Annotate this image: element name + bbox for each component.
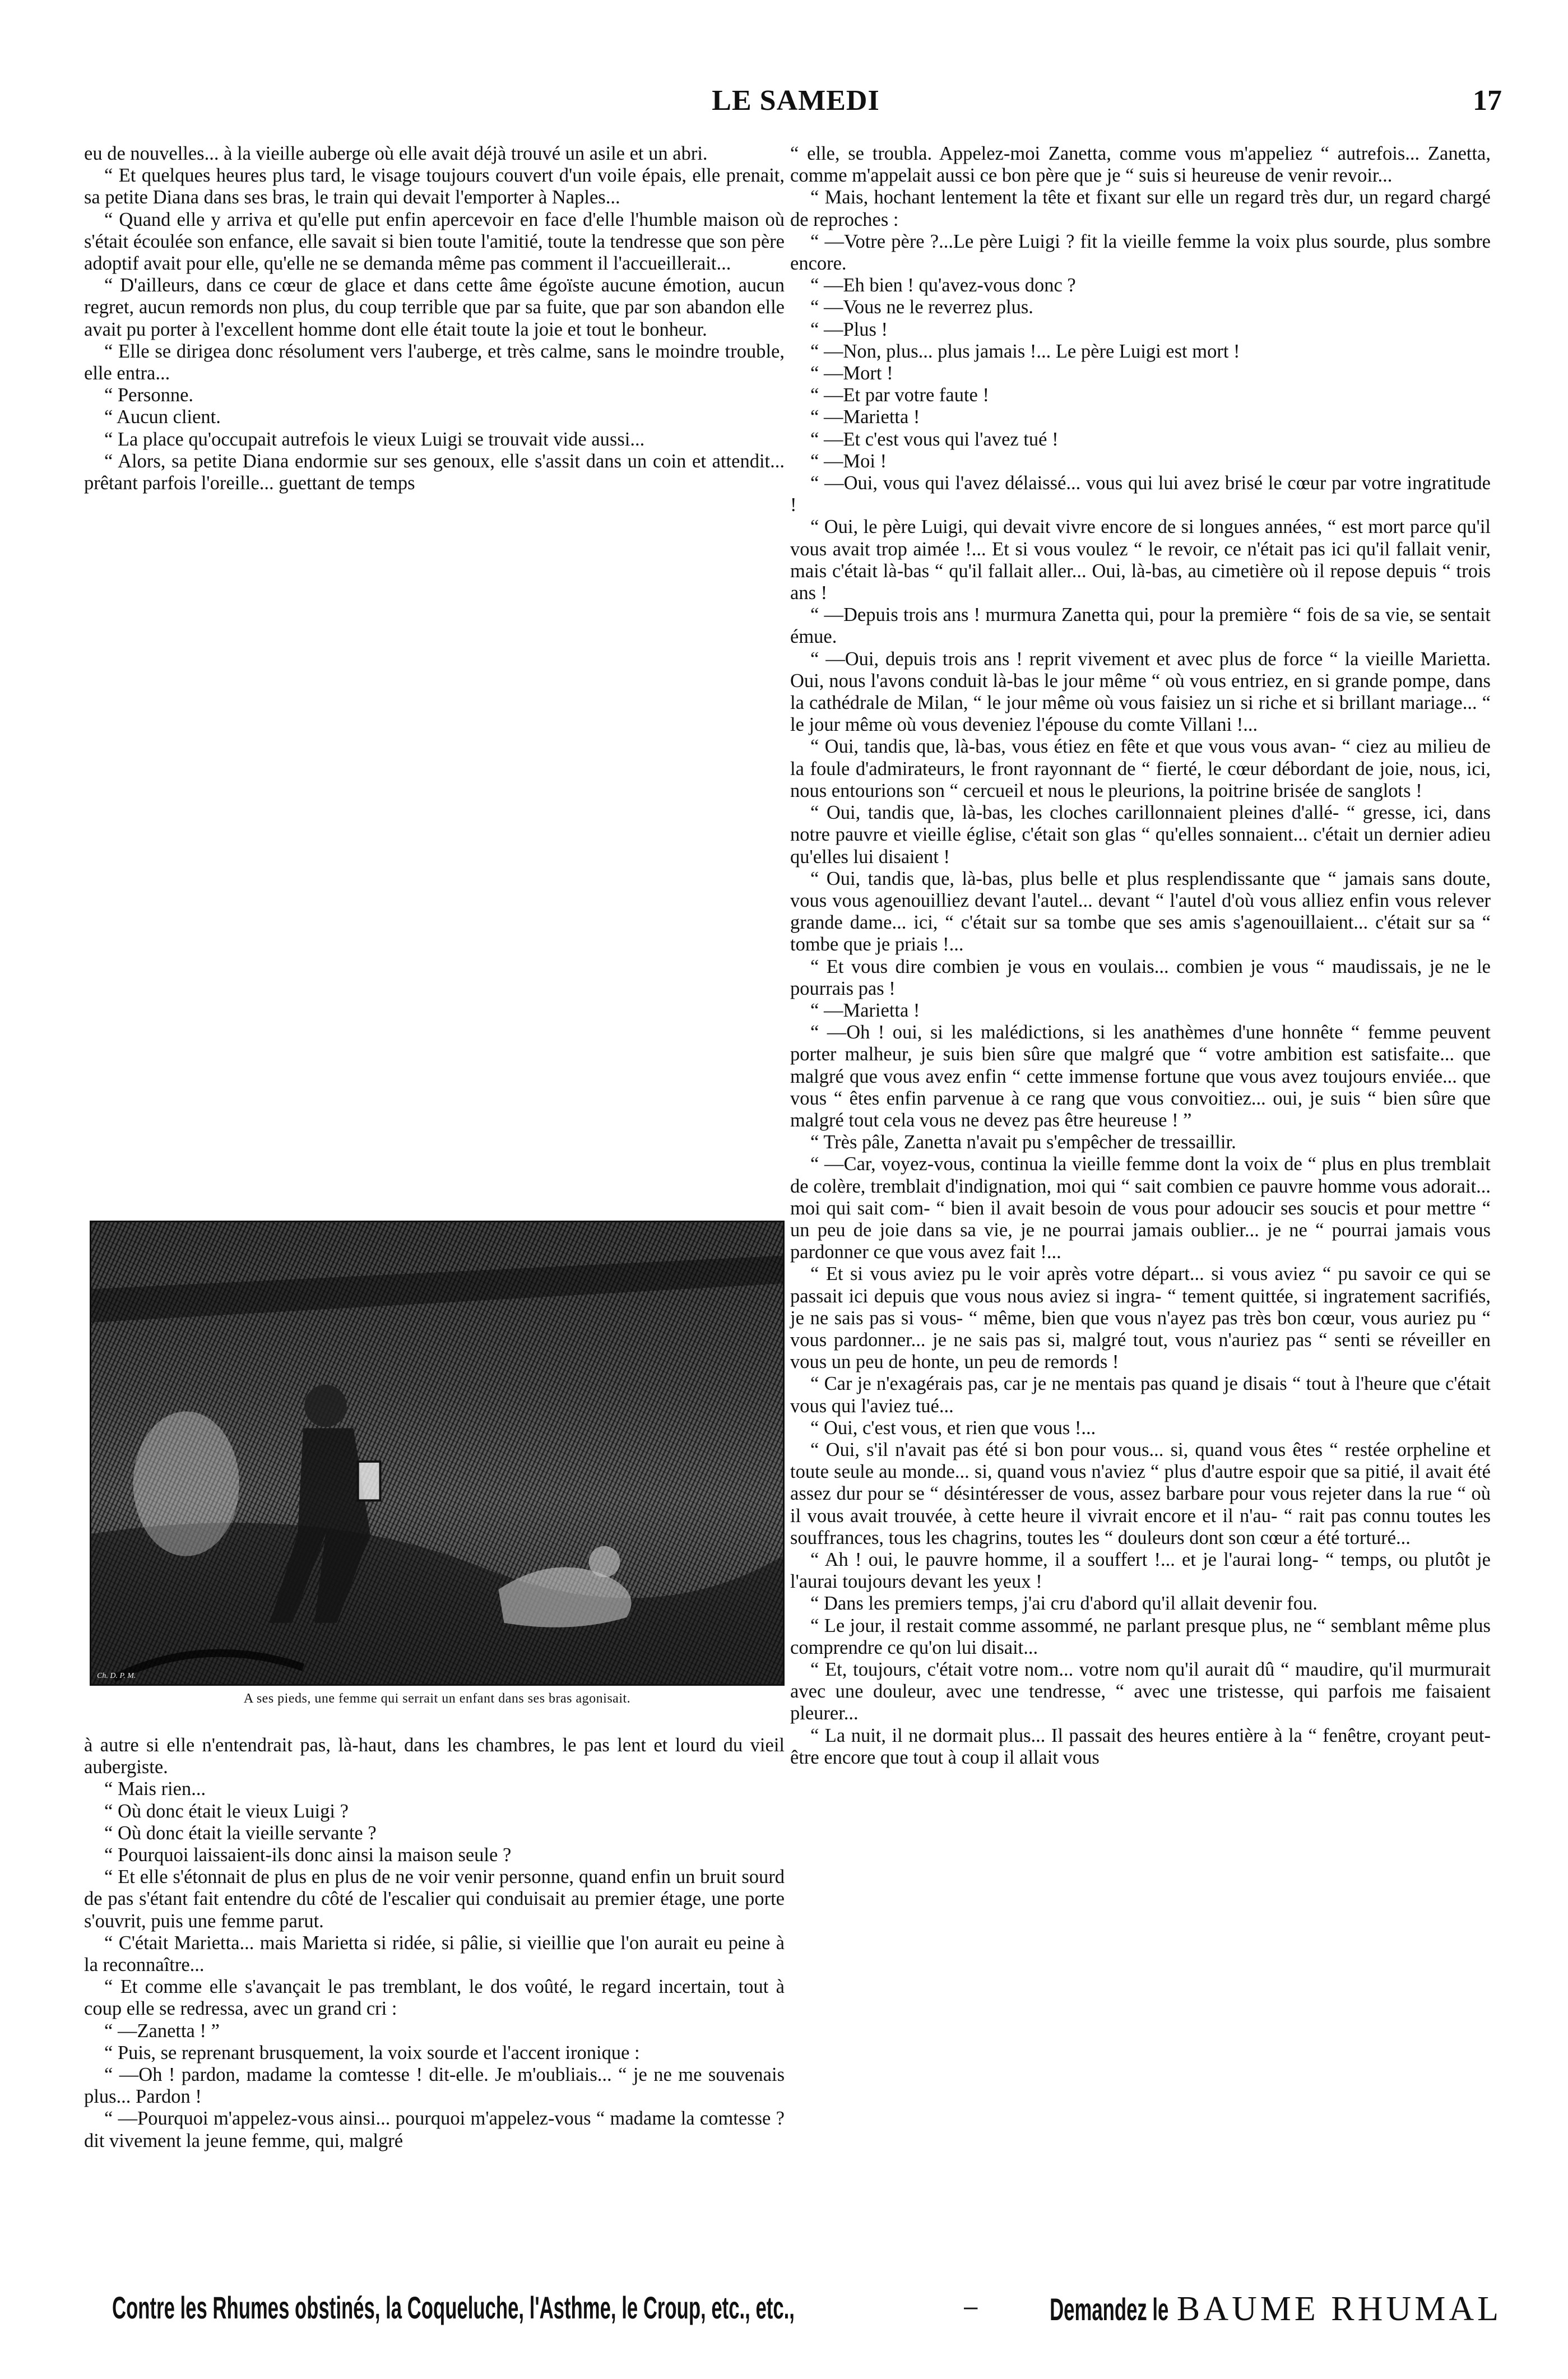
paragraph: “ Et comme elle s'avançait le pas tremblant, le dos voûté, le regard incertain, tout à coup elle se redressa, avec un grand cri : xyxy=(84,1976,785,2020)
engraver-signature: Ch. D. P. M. xyxy=(97,1672,136,1680)
paragraph: “ Et quelques heures plus tard, le visage toujours couvert d'un voile épais, elle prenait, sa petite Diana dans ses bras, le train qui devait l'emporter à Naples... xyxy=(84,165,785,208)
page-number: 17 xyxy=(1473,85,1502,117)
paragraph: “ —Depuis trois ans ! murmura Zanetta qui, pour la première “ fois de sa vie, se sentait émue. xyxy=(790,604,1491,648)
paragraph: “ —Oui, depuis trois ans ! reprit vivement et avec plus de force “ la vieille Marietta. Oui, nous l'avons conduit là-bas le jour même “ où vous entriez, en si grande pompe, dans la cathédrale de Milan, “ le jour même où vous faisiez un si riche et si brillant mariage... “ le jour même où vous deveniez l'épouse du comte Villani !... xyxy=(790,648,1491,736)
paragraph: “ Quand elle y arriva et qu'elle put enfin apercevoir en face d'elle l'humble maison où s'était écoulée son enfance, elle savait si bien toute l'amitié, toute la tendresse que son père adoptif avait pour elle, qu'elle ne se demanda même pas comment il l'accueillerait... xyxy=(84,208,785,275)
paragraph: “ Oui, c'est vous, et rien que vous !... xyxy=(810,1417,1096,1439)
ad-separator: – xyxy=(964,2293,978,2320)
illustration-caption: A ses pieds, une femme qui serrait un enfant dans ses bras agonisait. xyxy=(243,1691,631,1706)
footer-advertisement xyxy=(112,2289,1502,2334)
paragraph: “ Oui, s'il n'avait pas été si bon pour vous... si, quand vous êtes “ restée orpheline et toute seule au monde... si, quand vous n'aviez “ plus d'autre espoir que sa pitié, il avait été assez dur pour se “ désintéresser de vous, assez barbare pour vous rejeter dans la rue “ où il vous avait trouvée, à cette heure il vivrait encore et il n'au- “ rait pas connu toutes les souffrances, tous les chagrins, toutes les “ douleurs dont son cœur a été torturé... xyxy=(790,1439,1491,1548)
engraving-illustration xyxy=(90,1221,785,1686)
left-column-bottom xyxy=(84,1735,785,2152)
paragraph: “ Elle se dirigea donc résolument vers l'auberge, et très calme, sans le moindre trouble, elle entra... xyxy=(84,340,785,384)
paragraph: “ C'était Marietta... mais Marietta si ridée, si pâlie, si vieillie que l'on aurait eu peine à la reconnaître... xyxy=(84,1932,785,1976)
paragraph: “ Et, toujours, c'était votre nom... votre nom qu'il aurait dû “ maudire, qu'il murmurait avec une douleur, avec une tendresse, “ avec une tristesse, qui parfois me faisaient pleurer... xyxy=(790,1659,1491,1724)
paragraph: “ La place qu'occupait autrefois le vieux Luigi se trouvait vide aussi... xyxy=(104,428,645,450)
paragraph: “ D'ailleurs, dans ce cœur de glace et dans cette âme égoïste aucune émotion, aucun regret, aucun remords non plus, du coup terrible que par sa fuite, que par son abandon elle avait pu porter à l'excellent homme dont elle était toute la joie et tout le bonheur. xyxy=(84,275,785,340)
paragraph: “ Oui, tandis que, là-bas, vous étiez en fête et que vous vous avan- “ ciez au milieu de la foule d'admirateurs, le front rayonnant de “ fierté, le cœur débordant de joie, nous, ici, nous entourions son “ cercueil et nous le pleurions, la poitrine brisée de sanglots ! xyxy=(790,736,1491,801)
paragraph: “ —Oh ! pardon, madame la comtesse ! dit-elle. Je m'oubliais... “ je ne me souvenais plus... Pardon ! xyxy=(84,2064,785,2108)
paragraph: “ La nuit, il ne dormait plus... Il passait des heures entière à la “ fenêtre, croyant peut-être encore que tout à coup il allait vous xyxy=(790,1724,1491,1768)
paragraph: “ Et si vous aviez pu le voir après votre départ... si vous aviez “ pu savoir ce qui se passait ici depuis que vous nous aviez si ingra- “ tement quittée, si ingratement sacrifiés, je ne sais pas si vous- “ même, bien que vous n'ayez pas très bon cœur, vous auriez pu “ vous pardonner... je ne sais pas si, malgré tout, vous n'auriez pas “ senti se réveiller en vous un peu de honte, un peu de remords ! xyxy=(790,1263,1491,1373)
paragraph: “ —Plus ! xyxy=(810,318,888,340)
paragraph: “ Le jour, il restait comme assommé, ne parlant presque plus, ne “ semblant même plus comprendre ce qu'on lui disait... xyxy=(790,1615,1491,1658)
paragraph: “ —Moi ! xyxy=(810,450,887,472)
left-column-top xyxy=(84,143,785,494)
paragraph: “ —Zanetta ! ” xyxy=(104,2020,220,2042)
paragraph: “ —Et par votre faute ! xyxy=(810,384,989,406)
paragraph: “ —Mort ! xyxy=(810,363,893,384)
paragraph: “ Dans les premiers temps, j'ai cru d'abord qu'il allait devenir fou. xyxy=(810,1593,1318,1615)
paragraph: “ —Votre père ?...Le père Luigi ? fit la vieille femme la voix plus sourde, plus sombre encore. xyxy=(790,230,1491,275)
paragraph: “ Et vous dire combien je vous en voulais... combien je vous “ maudissais, je ne le pourrais pas ! xyxy=(790,956,1491,999)
paragraph: “ Pourquoi laissaient-ils donc ainsi la maison seule ? xyxy=(104,1844,512,1866)
paragraph: “ Car je n'exagérais pas, car je ne mentais pas quand je disais “ tout à l'heure que c'était vous qui l'aviez tué... xyxy=(790,1373,1491,1417)
paragraph: “ Ah ! oui, le pauvre homme, il a souffert !... et je l'aurai long- “ temps, ou plutôt je l'aurai toujours devant les yeux ! xyxy=(790,1549,1491,1593)
paragraph: “ elle, se troubla. Appelez-moi Zanetta, comme vous m'appeliez “ autrefois... Zanetta, comme m'appelait aussi ce bon père que je “ suis si heureuse de venir revoir... xyxy=(790,143,1491,187)
paragraph: “ Très pâle, Zanetta n'avait pu s'empêcher de tressaillir. xyxy=(810,1131,1236,1153)
paragraph: “ —Vous ne le reverrez plus. xyxy=(810,296,1033,318)
paragraph: “ Puis, se reprenant brusquement, la voix sourde et l'accent ironique : xyxy=(104,2042,640,2063)
publication-title: LE SAMEDI xyxy=(712,85,880,117)
paragraph: eu de nouvelles... à la vieille auberge où elle avait déjà trouvé un asile et un abri. xyxy=(84,143,708,164)
paragraph: “ —Eh bien ! qu'avez-vous donc ? xyxy=(810,275,1076,296)
paragraph: “ Oui, tandis que, là-bas, les cloches carillonnaient pleines d'allé- “ gresse, ici, dans notre pauvre et vieille église, c'était son glas “ qu'elles sonnaient... c'était un dernier adieu qu'elles lui disaient ! xyxy=(790,802,1491,868)
engraving-scene-icon xyxy=(91,1222,783,1684)
paragraph: “ Personne. xyxy=(104,384,194,406)
paragraph: à autre si elle n'entendrait pas, là-haut, dans les chambres, le pas lent et lourd du vieil aubergiste. xyxy=(84,1735,785,1778)
paragraph: “ Alors, sa petite Diana endormie sur ses genoux, elle s'assit dans un coin et attendit... prêtant parfois l'oreille... guettant de temps xyxy=(84,450,785,494)
paragraph: “ Oui, le père Luigi, qui devait vivre encore de si longues années, “ est mort parce qu'il vous avait trop aimée !... Et si vous voulez “ le revoir, ce n'était pas ici qu'il fallait venir, mais c'était là-bas “ qu'il fallait aller... Oui, là-bas, au cimetière où il repose depuis “ trois ans ! xyxy=(790,516,1491,604)
paragraph: “ —Non, plus... plus jamais !... Le père Luigi est mort ! xyxy=(810,340,1240,362)
right-column xyxy=(790,143,1491,1769)
paragraph: “ Mais rien... xyxy=(104,1778,206,1800)
paragraph: “ —Oui, vous qui l'avez délaissé... vous qui lui avez brisé le cœur par votre ingratitude ! xyxy=(790,472,1491,516)
paragraph: “ Où donc était le vieux Luigi ? xyxy=(104,1800,349,1822)
running-header xyxy=(90,84,1502,123)
ad-brand-name: BAUME RHUMAL xyxy=(1176,2290,1502,2328)
paragraph: “ Mais, hochant lentement la tête et fixant sur elle un regard très dur, un regard chargé de reproches : xyxy=(790,187,1491,230)
paragraph: “ —Et c'est vous qui l'avez tué ! xyxy=(810,428,1059,450)
paragraph: “ Et elle s'étonnait de plus en plus de ne voir venir personne, quand enfin un bruit sourd de pas s'étant fait entendre du côté de l'escalier qui conduisait au premier étage, une porte s'ouvrit, puis une femme parut. xyxy=(84,1866,785,1932)
ad-remedy-text: Contre les Rhumes obstinés, la Coqueluche, l'Asthme, le Croup, etc., etc., xyxy=(112,2290,795,2325)
ad-demandez-label: Demandez le xyxy=(1050,2292,1169,2327)
paragraph: “ Aucun client. xyxy=(104,406,221,428)
paragraph: “ —Pourquoi m'appelez-vous ainsi... pourquoi m'appelez-vous “ madame la comtesse ? dit vivement la jeune femme, qui, malgré xyxy=(84,2108,785,2151)
paragraph: “ Oui, tandis que, là-bas, plus belle et plus resplendissante que “ jamais sans doute, vous vous agenouilliez devant l'autel... devant “ l'autel d'où vous alliez enfin vous relever grande dame... ici, “ c'était sur sa tombe que ses amis s'agenouillaient... c'était sur sa “ tombe que je priais !... xyxy=(790,868,1491,956)
paragraph: “ —Car, voyez-vous, continua la vieille femme dont la voix de “ plus en plus tremblait de colère, tremblait d'indignation, moi qui “ sait combien ce pauvre homme vous adorait... moi qui sait com- “ bien il avait besoin de vous pour adoucir ses soucis et pour mettre “ un peu de joie dans sa vie, je ne pourrai jamais oublier... je ne “ pourrai jamais vous pardonner ce que vous avez fait !... xyxy=(790,1153,1491,1263)
paragraph: “ —Marietta ! xyxy=(810,406,920,428)
paragraph: “ —Marietta ! xyxy=(810,999,920,1021)
ad-call-to-action xyxy=(977,2289,1502,2329)
paragraph: “ Où donc était la vieille servante ? xyxy=(104,1822,377,1844)
paragraph: “ —Oh ! oui, si les malédictions, si les anathèmes d'une honnête “ femme peuvent porter malheur, je suis bien sûre que malgré que “ votre ambition est satisfaite... que malgré que vous avez enfin “ cette immense fortune que vous avez toujours enviée... que vous “ êtes enfin parvenue à ce rang que vous convoitiez... oui, je suis “ bien sûre que malgré tout cela vous ne devez pas être heureuse ! ” xyxy=(790,1022,1491,1131)
